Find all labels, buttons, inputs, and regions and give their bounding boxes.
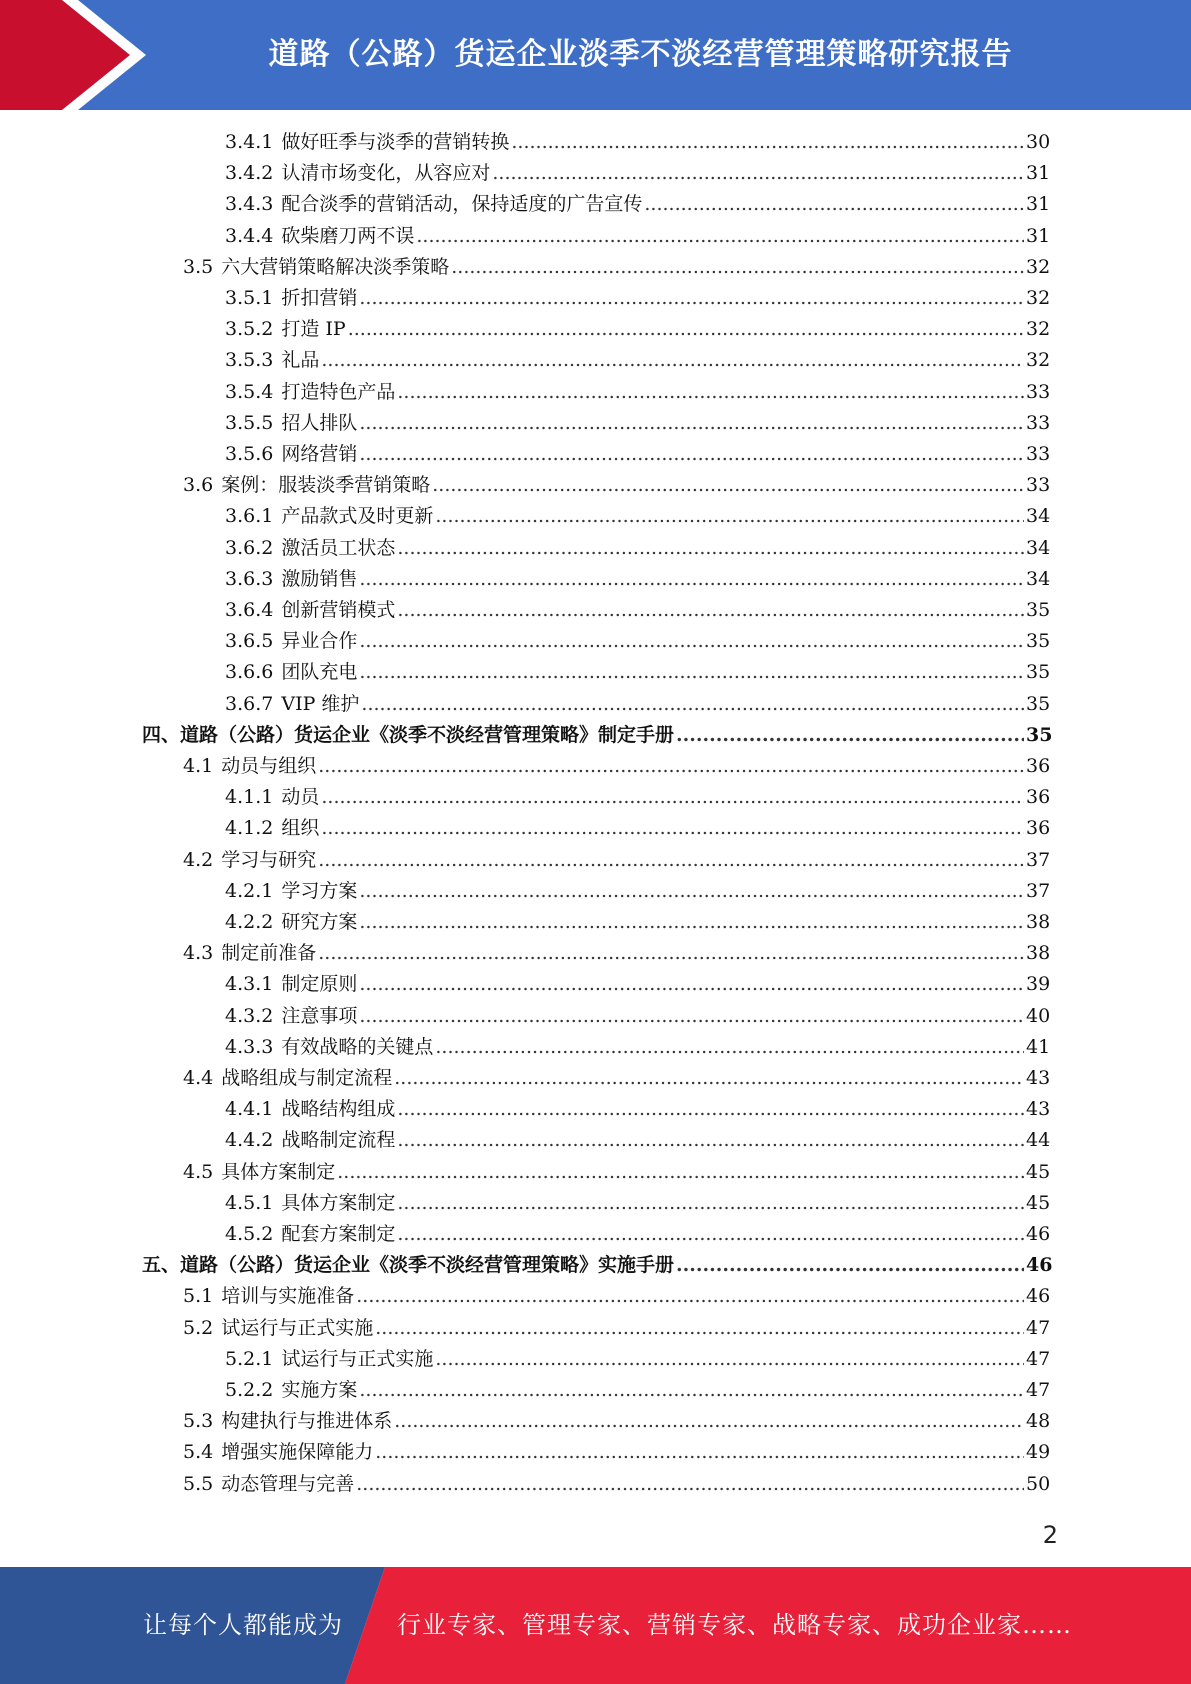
toc-entry-page: 31 — [1026, 193, 1051, 216]
toc-entry-number: 3.6 — [183, 474, 214, 497]
toc-leader-dots — [337, 1157, 1024, 1188]
toc-leader-dots — [644, 189, 1024, 220]
toc-entry-page: 32 — [1026, 349, 1051, 372]
toc-entry-page: 48 — [1026, 1410, 1051, 1433]
toc-leader-dots — [318, 938, 1024, 969]
toc-entry-number: 5.2.1 — [225, 1347, 274, 1370]
toc-leader-dots — [394, 1406, 1024, 1437]
toc-leader-dots — [359, 283, 1024, 314]
toc-leader-dots — [397, 1188, 1024, 1219]
toc-entry-page: 32 — [1026, 318, 1051, 341]
header-title: 道路（公路）货运企业淡季不淡经营管理策略研究报告 — [268, 37, 1013, 72]
toc-entry-page: 46 — [1026, 1285, 1051, 1308]
toc-entry-title: 礼品 — [281, 349, 320, 372]
toc-entry-page: 45 — [1026, 1191, 1051, 1214]
toc-entry-page: 47 — [1026, 1316, 1051, 1339]
toc-entry-number: 3.6.2 — [225, 536, 274, 559]
toc-leader-dots — [432, 470, 1024, 501]
toc-leader-dots — [397, 533, 1024, 564]
toc-leader-dots — [397, 1219, 1024, 1250]
toc-entry-title: 打造特色产品 — [281, 380, 396, 403]
toc-entry[interactable] — [142, 1250, 1053, 1281]
toc-entry-title: 学习与研究 — [221, 848, 317, 871]
toc-entry[interactable] — [225, 408, 1051, 439]
toc-entry-page: 38 — [1026, 942, 1051, 965]
toc-entry-number: 4.2.2 — [225, 911, 274, 933]
toc-entry-page: 46 — [1026, 1254, 1053, 1277]
toc-entry-title: 试运行与正式实施 — [221, 1316, 374, 1339]
toc-leader-dots — [416, 221, 1024, 252]
toc-entry-number: 3.5.2 — [225, 318, 274, 341]
toc-entry[interactable] — [225, 221, 1051, 252]
page-number: 2 — [1042, 1521, 1058, 1549]
toc-entry[interactable] — [225, 657, 1051, 688]
toc-entry-title: 产品款式及时更新 — [281, 505, 434, 528]
toc-leader-dots — [676, 720, 1024, 751]
toc-entry[interactable] — [225, 501, 1051, 532]
toc-entry-page: 46 — [1026, 1223, 1051, 1245]
toc-entry-title: 培训与实施准备 — [221, 1285, 355, 1308]
toc-entry-page: 37 — [1026, 848, 1051, 871]
toc-entry-number: 3.4.3 — [225, 193, 274, 216]
toc-entry-title: 动态管理与完善 — [221, 1472, 355, 1495]
toc-entry[interactable] — [183, 1406, 1051, 1437]
toc-entry[interactable] — [225, 689, 1051, 720]
toc-entry-number: 3.5.6 — [225, 443, 274, 465]
toc-entry-title: 注意事项 — [281, 1004, 358, 1027]
toc-entry-title: 研究方案 — [281, 911, 358, 933]
toc-entry-title: 六大营销策略解决淡季策略 — [221, 255, 450, 278]
toc-entry-title: 战略结构组成 — [281, 1098, 396, 1121]
toc-entry-number: 5.3 — [183, 1410, 214, 1433]
toc-entry-title: 试运行与正式实施 — [281, 1347, 434, 1370]
toc-leader-dots — [359, 439, 1024, 470]
toc-leader-dots — [394, 1063, 1024, 1094]
toc-leader-dots — [397, 377, 1024, 408]
toc-entry-number: 4.4.2 — [225, 1129, 274, 1152]
toc-leader-dots — [359, 876, 1024, 907]
toc-entry-page: 34 — [1026, 536, 1051, 559]
toc-entry-title: VIP 维护 — [281, 692, 360, 715]
toc-entry-number: 3.4.4 — [225, 224, 274, 247]
toc-leader-dots — [375, 1313, 1024, 1344]
toc-entry-page: 50 — [1026, 1472, 1051, 1495]
toc-entry-title: 网络营销 — [281, 443, 358, 465]
toc-entry-number: 3.6.7 — [225, 692, 274, 715]
toc-entry-number: 5.2 — [183, 1316, 214, 1339]
toc-entry-number: 4.2.1 — [225, 879, 274, 902]
toc-entry-number: 3.5.4 — [225, 380, 274, 403]
toc-leader-dots — [435, 501, 1024, 532]
toc-entry-page: 33 — [1026, 474, 1051, 497]
toc-entry-number: 4.5.2 — [225, 1223, 274, 1245]
toc-entry[interactable] — [225, 314, 1051, 345]
toc-entry[interactable] — [225, 189, 1051, 220]
toc-leader-dots — [359, 657, 1024, 688]
toc-leader-dots — [676, 1250, 1024, 1281]
toc-leader-dots — [321, 813, 1024, 844]
toc-entry[interactable] — [225, 1094, 1051, 1125]
toc-entry-title: 招人排队 — [281, 411, 358, 434]
toc-entry-number: 4.3 — [183, 942, 214, 965]
toc-leader-dots — [356, 1469, 1024, 1500]
toc-entry-title: 团队充电 — [281, 661, 358, 684]
toc-entry-page: 41 — [1026, 1035, 1051, 1058]
toc-entry-page: 32 — [1026, 255, 1051, 278]
toc-leader-dots — [318, 845, 1024, 876]
toc-entry[interactable] — [225, 1001, 1051, 1032]
toc-entry[interactable] — [183, 470, 1051, 501]
toc-entry-number: 3.5.3 — [225, 349, 274, 372]
toc-leader-dots — [359, 1001, 1024, 1032]
toc-entry[interactable] — [183, 1469, 1051, 1500]
toc-entry-page: 35 — [1026, 599, 1051, 621]
toc-entry-page: 35 — [1026, 723, 1053, 746]
toc-entry[interactable] — [225, 907, 1051, 938]
toc-leader-dots — [321, 782, 1024, 813]
toc-entry-page: 33 — [1026, 443, 1051, 465]
toc-entry[interactable] — [225, 345, 1051, 376]
toc-entry-page: 33 — [1026, 411, 1051, 434]
toc-leader-dots — [356, 1281, 1024, 1312]
toc-leader-dots — [321, 345, 1024, 376]
toc-entry[interactable] — [225, 969, 1051, 1000]
toc-entry[interactable] — [225, 876, 1051, 907]
toc-leader-dots — [435, 1344, 1024, 1375]
toc-entry-title: 战略组成与制定流程 — [221, 1067, 393, 1089]
toc-entry-number: 5.5 — [183, 1472, 214, 1495]
toc-entry[interactable] — [183, 1281, 1051, 1312]
toc-entry-title: 有效战略的关键点 — [281, 1035, 434, 1058]
toc-entry[interactable] — [142, 720, 1053, 751]
toc-entry-title: 异业合作 — [281, 630, 358, 653]
toc-leader-dots — [359, 408, 1024, 439]
toc-entry-title: 打造 IP — [281, 318, 346, 341]
toc-entry-page: 33 — [1026, 380, 1051, 403]
toc-leader-dots — [397, 595, 1024, 626]
toc-entry-number: 3.5 — [183, 255, 214, 278]
toc-entry-number: 5.1 — [183, 1285, 214, 1308]
toc-entry-page: 49 — [1026, 1441, 1051, 1464]
toc-entry-number: 3.4.2 — [225, 162, 274, 185]
toc-entry-number: 4.1.1 — [225, 786, 274, 809]
toc-entry[interactable] — [225, 1219, 1051, 1250]
toc-entry-page: 39 — [1026, 973, 1051, 996]
toc-leader-dots — [435, 1032, 1024, 1063]
toc-entry-page: 38 — [1026, 911, 1051, 933]
toc-entry[interactable] — [225, 127, 1051, 158]
toc-entry-page: 30 — [1026, 131, 1051, 153]
toc-entry-page: 34 — [1026, 505, 1051, 528]
toc-entry[interactable] — [225, 595, 1051, 626]
toc-entry-page: 35 — [1026, 661, 1051, 684]
toc-entry-title: 配套方案制定 — [281, 1223, 396, 1245]
toc-entry-page: 36 — [1026, 786, 1051, 809]
toc-entry-number: 5.4 — [183, 1441, 214, 1464]
footer-slogan-left: 让每个人都能成为 — [143, 1611, 343, 1639]
toc-entry[interactable] — [183, 845, 1051, 876]
toc-entry-title: 案例：服装淡季营销策略 — [221, 474, 431, 497]
toc-entry[interactable] — [225, 1344, 1051, 1375]
toc-entry-title: 制定原则 — [281, 973, 358, 996]
toc-entry-number: 4.2 — [183, 848, 214, 871]
toc-entry-number: 五、 — [142, 1254, 181, 1277]
toc-entry-page: 47 — [1026, 1379, 1051, 1401]
toc-entry-page: 40 — [1026, 1004, 1051, 1027]
toc-entry-number: 4.5.1 — [225, 1191, 274, 1214]
toc-entry-number: 四、 — [142, 723, 181, 746]
toc-entry-title: 配合淡季的营销活动，保持适度的广告宣传 — [281, 193, 643, 216]
toc-entry[interactable] — [225, 439, 1051, 470]
toc-entry-page: 35 — [1026, 692, 1051, 715]
toc-entry-page: 43 — [1026, 1067, 1051, 1089]
toc-leader-dots — [318, 751, 1024, 782]
toc-entry-number: 4.4.1 — [225, 1098, 274, 1121]
toc-entry-title: 激励销售 — [281, 567, 358, 590]
toc-entry-page: 34 — [1026, 567, 1051, 590]
page-footer — [0, 1567, 1191, 1684]
toc-entry-number: 3.6.1 — [225, 505, 274, 528]
toc-entry[interactable] — [225, 377, 1051, 408]
toc-entry-title: 动员 — [281, 786, 320, 809]
toc-entry-number: 4.1 — [183, 755, 214, 777]
header-red-arrow — [0, 0, 150, 110]
toc-leader-dots — [359, 564, 1024, 595]
toc-entry-title: 激活员工状态 — [281, 536, 396, 559]
toc-entry-title: 学习方案 — [281, 879, 358, 902]
toc-leader-dots — [361, 689, 1024, 720]
toc-entry-page: 44 — [1026, 1129, 1051, 1152]
page-header — [0, 0, 1191, 110]
toc-entry-page: 35 — [1026, 630, 1051, 653]
toc-entry-title: 具体方案制定 — [281, 1191, 396, 1214]
toc-entry-title: 道路（公路）货运企业《淡季不淡经营管理策略》实施手册 — [180, 1254, 675, 1277]
toc-entry[interactable] — [225, 626, 1051, 657]
toc-entry-number: 3.4.1 — [225, 131, 274, 153]
toc-entry-title: 组织 — [281, 817, 320, 840]
toc-entry-number: 3.6.6 — [225, 661, 274, 684]
toc-entry-title: 具体方案制定 — [221, 1160, 336, 1183]
toc-entry[interactable] — [183, 1157, 1051, 1188]
toc-entry-title: 道路（公路）货运企业《淡季不淡经营管理策略》制定手册 — [180, 723, 675, 746]
footer-slogan-right: 行业专家、管理专家、营销专家、战略专家、成功企业家…… — [397, 1611, 1072, 1639]
toc-entry-number: 3.6.5 — [225, 630, 274, 653]
toc-entry[interactable] — [225, 1188, 1051, 1219]
toc-entry-title: 实施方案 — [281, 1379, 358, 1401]
toc-entry[interactable] — [225, 1125, 1051, 1156]
toc-leader-dots — [451, 252, 1024, 283]
toc-entry[interactable] — [183, 1063, 1051, 1094]
toc-entry[interactable] — [225, 283, 1051, 314]
toc-leader-dots — [397, 1125, 1024, 1156]
toc-entry-number: 4.4 — [183, 1067, 214, 1089]
toc-entry[interactable] — [225, 564, 1051, 595]
toc-entry[interactable] — [183, 751, 1051, 782]
toc-entry-page: 32 — [1026, 287, 1051, 309]
toc-entry-page: 43 — [1026, 1098, 1051, 1121]
toc-entry-title: 战略制定流程 — [281, 1129, 396, 1152]
toc-entry[interactable] — [183, 252, 1051, 283]
toc-entry[interactable] — [225, 533, 1051, 564]
toc-entry-title: 创新营销模式 — [281, 599, 396, 621]
toc-entry[interactable] — [225, 813, 1051, 844]
toc-leader-dots — [348, 314, 1024, 345]
toc-entry-title: 做好旺季与淡季的营销转换 — [281, 131, 510, 153]
toc-entry[interactable] — [183, 1437, 1051, 1468]
toc-entry-title: 动员与组织 — [221, 755, 317, 777]
toc-entry-number: 4.3.2 — [225, 1004, 274, 1027]
toc-entry-number: 3.5.1 — [225, 287, 274, 309]
toc-leader-dots — [359, 1375, 1024, 1406]
toc-entry-title: 增强实施保障能力 — [221, 1441, 374, 1464]
toc-entry-title: 认清市场变化，从容应对 — [281, 162, 491, 185]
toc-entry[interactable] — [183, 938, 1051, 969]
toc-leader-dots — [359, 626, 1024, 657]
toc-leader-dots — [397, 1094, 1024, 1125]
toc-entry-page: 47 — [1026, 1347, 1051, 1370]
toc-leader-dots — [359, 907, 1024, 938]
toc-leader-dots — [375, 1437, 1024, 1468]
toc-entry-number: 3.6.3 — [225, 567, 274, 590]
toc-entry-title: 砍柴磨刀两不误 — [281, 224, 415, 247]
toc-entry-page: 36 — [1026, 817, 1051, 840]
toc-entry-number: 4.1.2 — [225, 817, 274, 840]
toc-leader-dots — [492, 158, 1024, 189]
toc-entry-number: 4.3.3 — [225, 1035, 274, 1058]
toc-entry[interactable] — [225, 158, 1051, 189]
toc-entry-page: 36 — [1026, 755, 1051, 777]
toc-entry-title: 构建执行与推进体系 — [221, 1410, 393, 1433]
toc-entry-page: 45 — [1026, 1160, 1051, 1183]
toc-entry-number: 3.6.4 — [225, 599, 274, 621]
toc-entry-number: 5.2.2 — [225, 1379, 274, 1401]
toc-entry-title: 折扣营销 — [281, 287, 358, 309]
toc-entry-title: 制定前准备 — [221, 942, 317, 965]
toc-entry-number: 4.5 — [183, 1160, 214, 1183]
toc-entry[interactable] — [225, 1375, 1051, 1406]
toc-leader-dots — [511, 127, 1024, 158]
toc-leader-dots — [359, 969, 1024, 1000]
toc-entry-number: 3.5.5 — [225, 411, 274, 434]
toc-entry-number: 4.3.1 — [225, 973, 274, 996]
toc-entry-page: 37 — [1026, 879, 1051, 902]
toc-entry-page: 31 — [1026, 162, 1051, 185]
toc-entry[interactable] — [225, 1032, 1051, 1063]
toc-entry-page: 31 — [1026, 224, 1051, 247]
toc-entry[interactable] — [225, 782, 1051, 813]
toc-entry[interactable] — [183, 1313, 1051, 1344]
